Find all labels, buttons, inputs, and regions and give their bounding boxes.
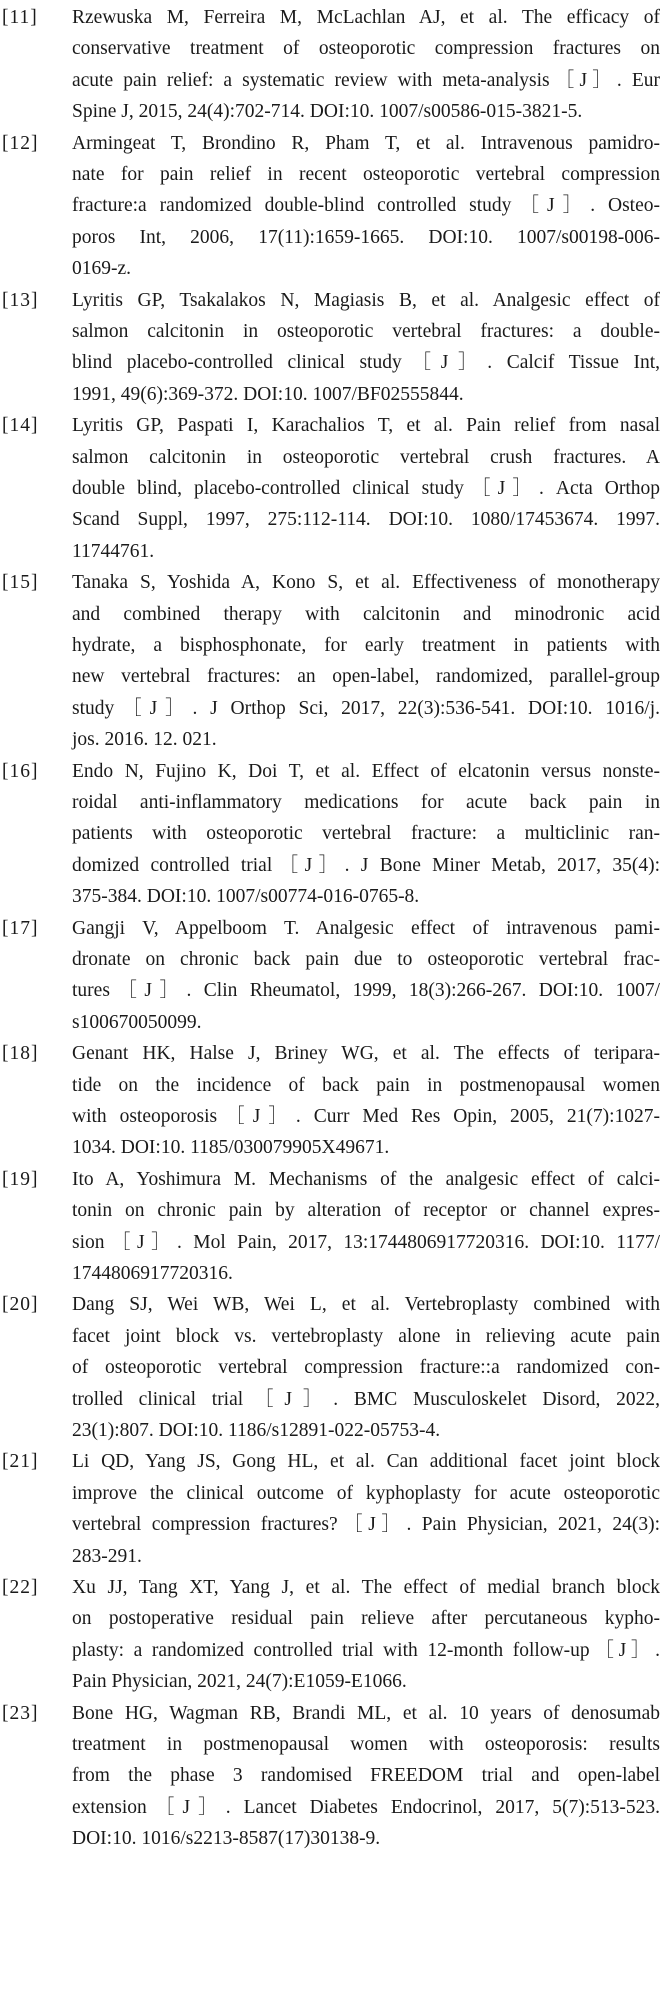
reference-line: facet joint block vs. vertebroplasty alone in relieving acute pain [72, 1325, 660, 1347]
reference-number: [22] [2, 1577, 39, 1598]
reference-line: domized controlled trial［J］. J Bone Miner Metab, 2017, 35(4): [72, 854, 660, 876]
reference-line: jos. 2016. 12. 021. [72, 729, 217, 751]
reference-line: 0169-z. [72, 258, 132, 280]
reference-text [72, 128, 660, 285]
reference-number: [15] [2, 572, 39, 594]
reference-text [72, 1289, 660, 1446]
reference-line: Ito A, Yoshimura M. Mechanisms of the analgesic effect of calci- [72, 1168, 660, 1190]
reference-line: Lyritis GP, Paspati I, Karachalios T, et al. Pain relief from nasal [72, 415, 660, 437]
reference-line: tures［J］. Clin Rheumatol, 1999, 18(3):266-267. DOI:10. 1007/ [72, 980, 660, 1002]
reference-line: conservative treatment of osteoporotic compression fractures on [72, 38, 660, 60]
reference-number: [20] [2, 1294, 39, 1316]
reference-line: Xu JJ, Tang XT, Yang J, et al. The effect of medial branch block [72, 1577, 660, 1598]
reference-line: Pain Physician, 2021, 24(7):E1059-E1066. [72, 1671, 407, 1693]
reference-line: plasty: a randomized controlled trial with 12-month follow-up［J］. [72, 1639, 660, 1661]
reference-line: 1744806917720316. [72, 1262, 233, 1284]
reference-number: [13] [2, 289, 39, 311]
reference-number: [17] [2, 917, 39, 939]
reference-line: study［J］. J Orthop Sci, 2017, 22(3):536-541. DOI:10. 1016/j. [72, 697, 660, 719]
reference-text [72, 410, 660, 567]
reference-line: patients with osteoporotic vertebral fracture: a multiclinic ran- [72, 823, 660, 845]
reference-line: Endo N, Fujino K, Doi T, et al. Effect of elcatonin versus nonste- [72, 760, 660, 782]
reference-text [72, 1572, 660, 1698]
reference-line: trolled clinical trial［J］. BMC Musculoskelet Disord, 2022, [72, 1388, 660, 1410]
reference-line: fracture:a randomized double-blind controlled study［J］. Osteo- [72, 195, 660, 217]
reference-number: [11] [2, 7, 38, 28]
reference-line: s100670050099. [72, 1011, 202, 1033]
reference-text [72, 567, 660, 755]
reference-line: 23(1):807. DOI:10. 1186/s12891-022-05753-4. [72, 1419, 441, 1441]
reference-line: from the phase 3 randomised FREEDOM trial and open-label [72, 1765, 660, 1787]
reference-line: blind placebo-controlled clinical study［J］. Calcif Tissue Int, [72, 352, 660, 374]
reference-line: 375-384. DOI:10. 1007/s00774-016-0765-8. [72, 886, 420, 908]
reference-line: roidal anti-inflammatory medications for acute back pain in [72, 791, 660, 813]
reference-line: Armingeat T, Brondino R, Pham T, et al. Intravenous pamidro- [72, 132, 660, 154]
reference-line: Dang SJ, Wei WB, Wei L, et al. Vertebroplasty combined with [72, 1294, 660, 1316]
reference-line: tide on the incidence of back pain in postmenopausal women [72, 1074, 660, 1096]
reference-number: [18] [2, 1043, 39, 1065]
reference-line: Rzewuska M, Ferreira M, McLachlan AJ, et al. The efficacy of [72, 7, 660, 28]
reference-line: Spine J, 2015, 24(4):702-714. DOI:10. 1007/s00586-015-3821-5. [72, 101, 583, 123]
reference-line: Lyritis GP, Tsakalakos N, Magiasis B, et al. Analgesic effect of [72, 289, 660, 311]
reference-text [72, 285, 660, 411]
reference-number: [19] [2, 1168, 39, 1190]
reference-text [72, 2, 660, 128]
reference-line: DOI:10. 1016/s2213-8587(17)30138-9. [72, 1828, 381, 1850]
reference-number: [14] [2, 415, 39, 437]
reference-line: treatment in postmenopausal women with osteoporosis: results [72, 1733, 660, 1755]
reference-line: Bone HG, Wagman RB, Brandi ML, et al. 10 years of denosumab [72, 1702, 660, 1724]
reference-text [72, 1038, 660, 1164]
reference-line: dronate on chronic back pain due to osteoporotic vertebral frac- [72, 948, 660, 970]
reference-line: salmon calcitonin in osteoporotic vertebral fractures: a double- [72, 320, 660, 342]
reference-text [72, 756, 660, 913]
reference-line: vertebral compression fractures?［J］. Pain Physician, 2021, 24(3): [72, 1514, 660, 1536]
reference-number: [23] [2, 1702, 39, 1724]
reference-line: Li QD, Yang JS, Gong HL, et al. Can additional facet joint block [72, 1451, 660, 1473]
reference-line: 1991, 49(6):369-372. DOI:10. 1007/BF02555844. [72, 383, 464, 405]
reference-number: [16] [2, 760, 39, 782]
reference-line: salmon calcitonin in osteoporotic vertebral crush fractures. A [72, 446, 660, 468]
reference-text [72, 1164, 660, 1290]
reference-line: Tanaka S, Yoshida A, Kono S, et al. Effectiveness of monotherapy [72, 572, 660, 594]
reference-line: 1034. DOI:10. 1185/030079905X49671. [72, 1137, 390, 1159]
reference-line: on postoperative residual pain relieve after percutaneous kypho- [72, 1608, 660, 1630]
reference-text [72, 1446, 660, 1572]
reference-line: tonin on chronic pain by alteration of receptor or channel expres- [72, 1200, 660, 1222]
reference-line: 283-291. [72, 1545, 142, 1567]
reference-number: [12] [2, 132, 39, 154]
reference-line: Genant HK, Halse J, Briney WG, et al. The effects of teripara- [72, 1043, 660, 1065]
reference-line: double blind, placebo-controlled clinical study［J］. Acta Orthop [72, 477, 660, 499]
reference-line: extension［J］. Lancet Diabetes Endocrinol, 2017, 5(7):513-523. [72, 1796, 660, 1818]
reference-line: improve the clinical outcome of kyphoplasty for acute osteoporotic [72, 1482, 660, 1504]
reference-number: [21] [2, 1451, 39, 1473]
reference-line: acute pain relief: a systematic review with meta-analysis［J］. Eur [72, 69, 660, 91]
reference-line: 11744761. [72, 540, 155, 562]
reference-line: nate for pain relief in recent osteoporotic vertebral compression [72, 163, 660, 185]
reference-line: Gangji V, Appelboom T. Analgesic effect of intravenous pami- [72, 917, 660, 939]
reference-text [72, 1698, 660, 1855]
reference-line: poros Int, 2006, 17(11):1659-1665. DOI:10. 1007/s00198-006- [72, 226, 660, 248]
reference-line: and combined therapy with calcitonin and minodronic acid [72, 603, 660, 625]
reference-line: of osteoporotic vertebral compression fracture::a randomized con- [72, 1357, 660, 1379]
reference-line: Scand Suppl, 1997, 275:112-114. DOI:10. 1080/17453674. 1997. [72, 509, 660, 531]
reference-line: sion［J］. Mol Pain, 2017, 13:1744806917720316. DOI:10. 1177/ [72, 1231, 660, 1253]
reference-line: hydrate, a bisphosphonate, for early treatment in patients with [72, 634, 660, 656]
reference-line: new vertebral fractures: an open-label, randomized, parallel-group [72, 666, 660, 688]
reference-text [72, 913, 660, 1039]
reference-line: with osteoporosis［J］. Curr Med Res Opin, 2005, 21(7):1027- [72, 1105, 660, 1127]
